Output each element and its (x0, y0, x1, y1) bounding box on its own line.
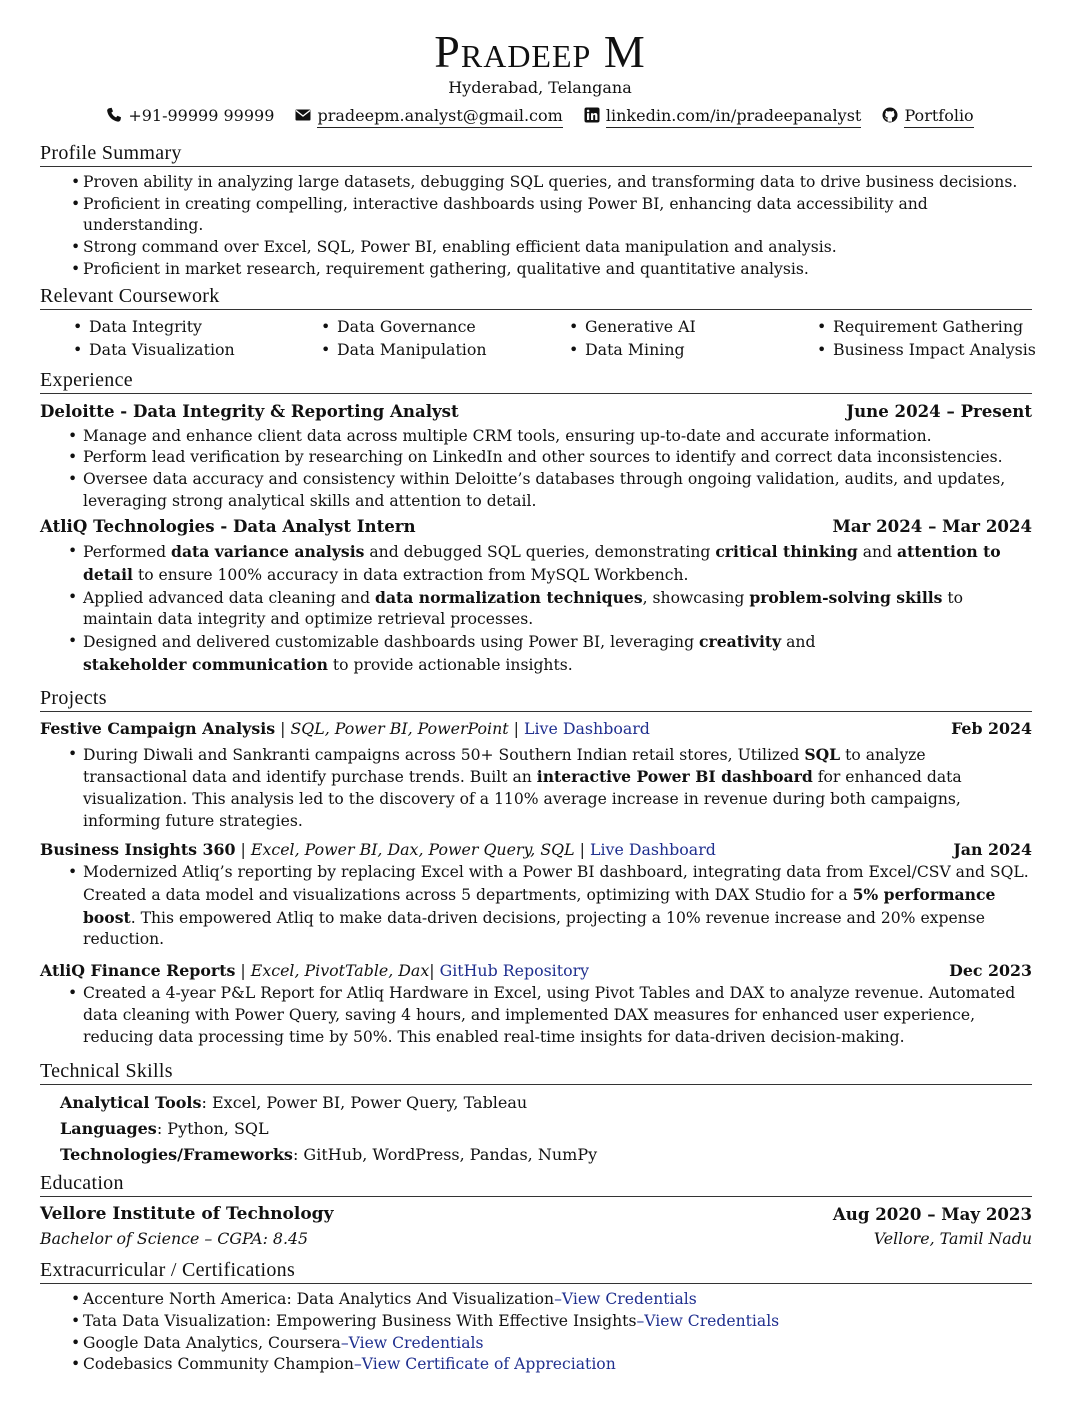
view-credentials-link[interactable]: –View Credentials (340, 1333, 484, 1352)
list-item: • Performed data variance analysis and debugged SQL queries, demonstrating critical thinking and attention to detail to ensure 100% accuracy in data extraction from MySQL Workbench. (40, 541, 1032, 586)
list-item: • Oversee data accuracy and consistency within Deloitte’s databases through ongoing validation, audits, and updates, leveraging strong analytical skills and attention to detail. (40, 469, 1032, 512)
live-dashboard-link[interactable]: Live Dashboard (589, 840, 716, 860)
view-credentials-link[interactable]: –View Credentials (554, 1290, 697, 1309)
list-item: • Created a 4-year P&L Report for Atliq Hardware in Excel, using Pivot Tables and DAX to analyze revenue. Automated data cleaning with Power Query, saving 4 hours, and implemented DAX measures for enhanced user experience, reducing data processing time by 50%. This enabled real-time insights for data-driven decision-making. (40, 983, 1032, 1048)
github-repository-link[interactable]: GitHub Repository (439, 961, 590, 981)
job-role: AtliQ Technologies - Data Analyst Intern (40, 516, 416, 537)
project-name: Festive Campaign Analysis (40, 718, 276, 738)
education-header (40, 1202, 1032, 1227)
list-item: • Accenture North America: Data Analytics And Visualization–View Credentials (40, 1289, 1032, 1311)
project-date: Feb 2024 (951, 718, 1032, 738)
skill-row: Analytical Tools: Excel, Power BI, Power Query, Tableau (60, 1093, 528, 1113)
project-header: AtliQ Finance Reports | Excel, PivotTable, Dax| GitHub Repository Dec 2023 (40, 959, 1032, 983)
job-bullets (40, 426, 1032, 513)
list-item: • Designed and delivered customizable dashboards using Power BI, leveraging creativity and stakeholder communication to provide actionable insights. (40, 631, 1032, 676)
linkedin-icon (584, 107, 600, 123)
list-item: • Perform lead verification by researching on LinkedIn and other sources to identify and correct data inconsistencies. (40, 447, 1032, 469)
portfolio-contact[interactable] (882, 106, 973, 126)
project-name: AtliQ Finance Reports (40, 961, 236, 981)
job-role: Deloitte - Data Integrity & Reporting Analyst (40, 400, 459, 421)
summary-list (40, 172, 1032, 281)
course-item: • Data Integrity (40, 315, 288, 338)
job-dates: June 2024 – Present (846, 400, 1032, 421)
section-title-skills: Technical Skills (40, 1058, 1032, 1085)
github-icon (882, 107, 898, 123)
phone-icon (106, 107, 122, 123)
project-header: Festive Campaign Analysis | SQL, Power BI, PowerPoint | Live Dashboard Feb 2024 (40, 717, 1032, 741)
project-bullets (40, 862, 1032, 951)
list-item: • During Diwali and Sankranti campaigns across 50+ Southern Indian retail stores, Utilized SQL to analyze transactional data and identify purchase trends. Built an interactive Power BI dashboard for enhanced data visualization. This analysis led to the discovery of a 110% average increase in revenue during both campaigns, informing future strategies. (40, 744, 1032, 833)
job-dates: Mar 2024 – Mar 2024 (832, 516, 1032, 537)
list-item: • Applied advanced data cleaning and data normalization techniques, showcasing problem-solving skills to maintain data integrity and optimize retrieval processes. (40, 587, 1032, 631)
list-item: • Proficient in market research, requirement gathering, qualitative and quantitative analysis. (40, 259, 1032, 281)
project-date: Dec 2023 (949, 961, 1032, 981)
list-item: • Strong command over Excel, SQL, Power BI, enabling efficient data manipulation and analysis. (40, 237, 1032, 259)
section-title-summary: Profile Summary (40, 140, 1032, 167)
skills-list (40, 1090, 1032, 1168)
coursework-grid (40, 315, 1036, 361)
resume-body (40, 140, 1036, 1376)
job-bullets (40, 541, 1032, 676)
view-certificate-link[interactable]: –View Certificate of Appreciation (353, 1355, 616, 1374)
education-place: Vellore, Tamil Nadu (873, 1229, 1032, 1249)
phone-number: +91-99999 99999 (128, 106, 275, 125)
job-header (40, 514, 1032, 538)
course-item: • Generative AI (536, 315, 784, 338)
envelope-icon (295, 107, 311, 123)
education-details (40, 1227, 1032, 1251)
project-bullets (40, 983, 1032, 1048)
project-name: Business Insights 360 (40, 840, 236, 860)
list-item: • Proficient in creating compelling, interactive dashboards using Power BI, enhancing data accessibility and understanding. (40, 194, 1032, 237)
section-title-education: Education (40, 1170, 1032, 1197)
project-tech: SQL, Power BI, PowerPoint (290, 718, 509, 738)
linkedin-contact[interactable] (584, 106, 861, 126)
phone-contact[interactable] (106, 106, 274, 126)
email-contact[interactable] (295, 106, 562, 126)
course-item: • Requirement Gathering (784, 315, 1032, 338)
project-tech: Excel, PivotTable, Dax (250, 961, 430, 981)
view-credentials-link[interactable]: –View Credentials (636, 1311, 780, 1330)
contact-bar (0, 106, 1080, 126)
course-item: • Data Governance (288, 315, 536, 338)
certifications-list (40, 1289, 1032, 1376)
section-title-coursework: Relevant Coursework (40, 283, 1032, 310)
job-header (40, 399, 1032, 423)
course-item: • Business Impact Analysis (784, 338, 1032, 361)
live-dashboard-link[interactable]: Live Dashboard (524, 718, 650, 738)
portfolio-link[interactable]: Portfolio (904, 106, 973, 128)
list-item: • Proven ability in analyzing large datasets, debugging SQL queries, and transforming data to drive business decisions. (40, 172, 1032, 194)
project-tech: Excel, Power BI, Dax, Power Query, SQL (250, 840, 575, 860)
list-item: • Codebasics Community Champion–View Certificate of Appreciation (40, 1354, 1032, 1376)
degree: Bachelor of Science – CGPA: 8.45 (40, 1229, 309, 1249)
candidate-name: Pradeep M (434, 26, 646, 77)
education-dates: Aug 2020 – May 2023 (832, 1204, 1032, 1225)
section-title-extracurricular: Extracurricular / Certifications (40, 1257, 1032, 1284)
course-item: • Data Visualization (40, 338, 288, 361)
section-title-projects: Projects (40, 685, 1032, 712)
list-item: • Manage and enhance client data across multiple CRM tools, ensuring up-to-date and accurate information. (40, 426, 1032, 448)
location: Hyderabad, Telangana (448, 78, 632, 97)
list-item: • Tata Data Visualization: Empowering Business With Effective Insights–View Credentials (40, 1311, 1032, 1333)
project-bullets (40, 744, 1032, 833)
course-item: • Data Mining (536, 338, 784, 361)
project-date: Jan 2024 (953, 840, 1032, 860)
linkedin-link[interactable]: linkedin.com/in/pradeepanalyst (606, 106, 861, 128)
email-link[interactable]: pradeepm.analyst@gmail.com (317, 106, 562, 128)
project-header: Business Insights 360 | Excel, Power BI, Dax, Power Query, SQL | Live Dashboard Jan 2024 (40, 838, 1032, 862)
list-item: • Modernized Atliq’s reporting by replacing Excel with a Power BI dashboard, integrating data from Excel/CSV and SQL. Created a data model and visualizations across 5 departments, optimizing with DAX Studio for a 5% performance boost. This empowered Atliq to make data-driven decisions, projecting a 10% revenue increase and 20% expense reduction. (40, 862, 1032, 951)
school-name: Vellore Institute of Technology (40, 1204, 334, 1225)
course-item: • Data Manipulation (288, 338, 536, 361)
section-title-experience: Experience (40, 367, 1032, 394)
skill-row: Languages: Python, SQL (60, 1119, 269, 1139)
list-item: • Google Data Analytics, Coursera–View Credentials (40, 1333, 1032, 1355)
skill-row: Technologies/Frameworks: GitHub, WordPress, Pandas, NumPy (60, 1145, 598, 1165)
